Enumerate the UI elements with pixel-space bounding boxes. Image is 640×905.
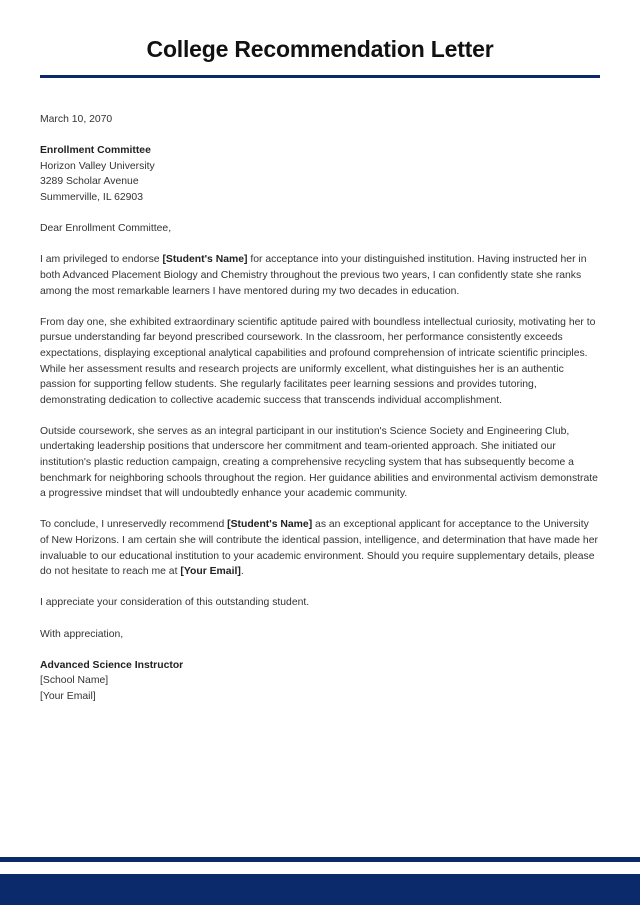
paragraph-thanks: I appreciate your consideration of this outstanding student. (40, 597, 310, 609)
recipient-city: Summerville, IL 62903 (40, 191, 143, 203)
paragraph-academics: From day one, she exhibited extraordinary scientific aptitude paired with boundless intellectual curiosity, motivating her to pursue understanding far beyond prescribed coursework. In the classroom, her performance consistently exceeds expectations, displaying exceptional analytical capabilities and profound comprehension of intricate scientific principles. While her assessment results and research projects are uniformly excellent, what distinguishes her is an authentic passion for supporting fellow students. She regularly facilitates peer learning sessions and provides tutoring, demonstrating dedication to collective academic success that transcends individual accomplishment. (40, 316, 596, 406)
paragraph-conclusion-text-start: To conclude, I unreservedly recommend (40, 519, 228, 531)
footer-thin-stripe (0, 857, 640, 862)
signature-email: [Your Email] (40, 690, 96, 702)
letter-date: March 10, 2070 (40, 114, 113, 125)
paragraph-conclusion (40, 517, 600, 579)
signature-block (40, 658, 600, 705)
paragraph-extracurricular: Outside coursework, she serves as an integral participant in our institution's Science Society and Engineering Club, undertaking leadership positions that underscore her commitment and team-oriented approach. She initiated our institution's plastic reduction campaign, creating a comprehensive recycling system that has subsequently become a benchmark for neighboring schools throughout the region. Her guidance abilities and environmental activism demonstrate a progressive mindset that will undoubtedly enhance your academic community. (40, 425, 598, 500)
paragraph-intro-text-start: I am privileged to endorse (40, 254, 163, 266)
recipient-street: 3289 Scholar Avenue (40, 176, 139, 188)
paragraph-conclusion-text-end: . (240, 566, 244, 578)
student-name-placeholder: [Student's Name] (162, 254, 248, 266)
signature-title: Advanced Science Instructor (40, 659, 184, 671)
closing: With appreciation, (40, 628, 124, 640)
recipient-name: Enrollment Committee (40, 145, 151, 157)
recipient-address (40, 143, 600, 205)
email-placeholder: [Your Email] (180, 566, 241, 578)
paragraph-intro-text-end: for acceptance into your distinguished institution. Having instructed her in both Advanced Placement Biology and Chemistry throughout the previous two years, I can confidently state she ranks among the most remarkable learners I have mentored during my two decades in education. (40, 254, 587, 297)
salutation: Dear Enrollment Committee, (40, 223, 172, 235)
title-divider (40, 75, 600, 78)
recipient-institution: Horizon Valley University (40, 160, 155, 172)
page-title: College Recommendation Letter (146, 36, 494, 62)
footer-band (0, 874, 640, 905)
letter-body (40, 112, 600, 720)
paragraph-intro (40, 252, 600, 299)
signature-school: [School Name] (40, 675, 109, 687)
paragraph-conclusion-text-middle: as an exceptional applicant for acceptance to the University of New Horizons. I am certain she will contribute the identical passion, intelligence, and determination that have made her invaluable to our educational institution to your academic environment. Should you require supplementary details, please do not hesitate to reach me at (40, 519, 598, 578)
student-name-placeholder: [Student's Name] (227, 519, 313, 531)
